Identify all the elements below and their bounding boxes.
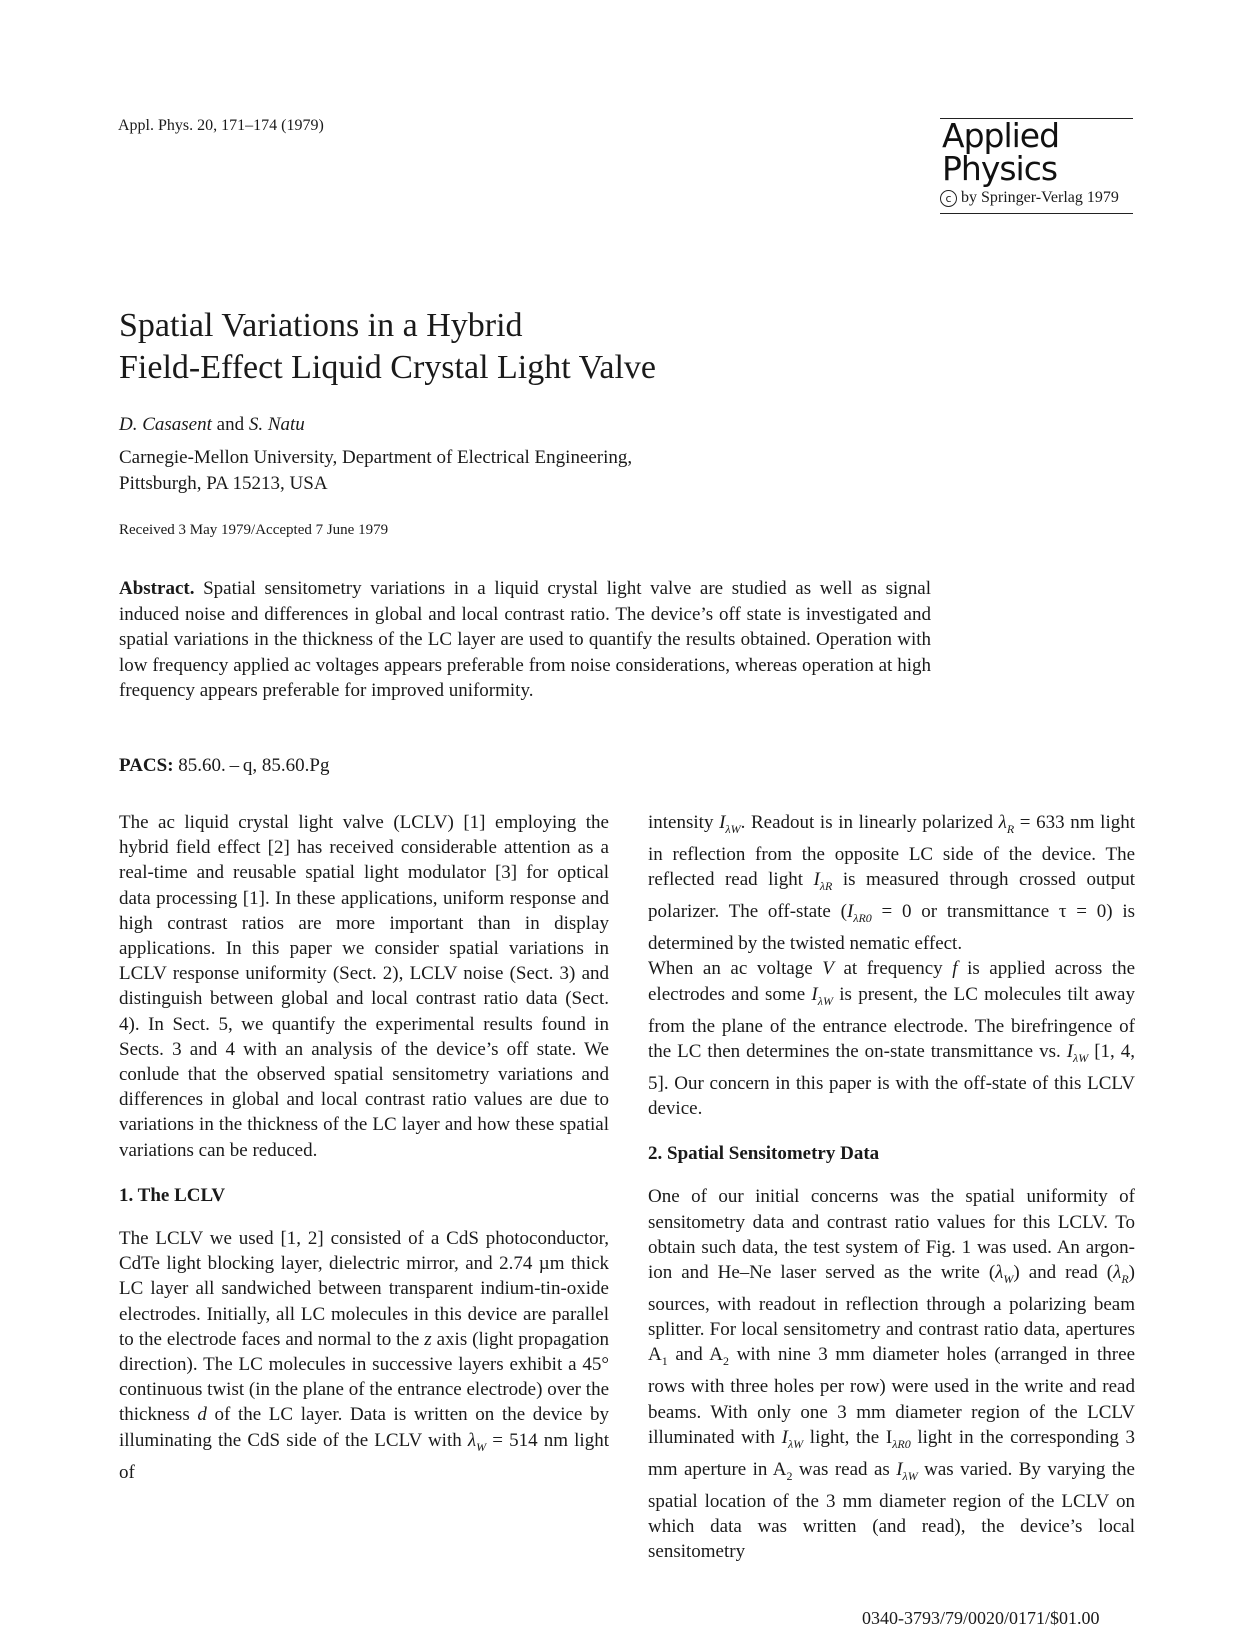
copyright-line — [940, 189, 1133, 207]
affiliation — [119, 445, 819, 497]
right-column — [648, 810, 1135, 1564]
copyright-icon: c — [940, 190, 957, 207]
copyright-text: by Springer-Verlag 1979 — [961, 189, 1119, 206]
affiliation-line-2: Pittsburgh, PA 15213, USA — [119, 473, 328, 494]
abstract-text: Spatial sensitometry variations in a liquid crystal light valve are studied as well as signal induced noise and differences in global and local contrast ratio. The device’s off state is investigated and spatial variations in the thickness of the LC layer are used to quantify the results obtained. Operation with low frequency applied ac voltages appears preferable from noise considerations, whereas operation at high frequency appears preferable for improved uniformity. — [119, 578, 932, 701]
abstract-label: Abstract. — [119, 578, 195, 599]
title-line-2: Field-Effect Liquid Crystal Light Valve — [119, 349, 656, 386]
author-conjunction: and — [216, 414, 245, 435]
abstract — [119, 576, 931, 704]
intro-paragraph: The ac liquid crystal light valve (LCLV) [1] employing the hybrid field effect [2] has received considerable attention as a real-time and reusable spatial light modulator [3] for optical data processing [1]. In these applications, uniform response and high contrast ratios are more important than in display applications. In this paper we consider spatial variations in LCLV response uniformity (Sect. 2), LCLV noise (Sect. 3) and distinguish between global and local contrast ratio data (Sect. 4). In Sect. 5, we quantify the experimental results found in Sects. 3 and 4 with an analysis of the device’s off state. We conlude that the observed spatial sensitometry variations and differences in global and local contrast ratio values are due to variations in the thickness of the LC layer and how these spatial variations can be reduced. — [119, 812, 609, 1161]
section-2-heading: 2. Spatial Sensitometry Data — [648, 1143, 880, 1165]
affiliation-line-1: Carnegie-Mellon University, Department of Electrical Engineering, — [119, 447, 633, 468]
paper-title — [119, 305, 819, 389]
title-line-1: Spatial Variations in a Hybrid — [119, 307, 523, 344]
section-1-heading: 1. The LCLV — [119, 1184, 226, 1206]
section-2-paragraph: One of our initial concerns was the spatial uniformity of sensitometry data and contrast ratio values for this LCLV. To obtain such data, the test system of Fig. 1 was used. An argon-ion and He–Ne laser served as the write $(\lambda_W)$ and read $(\lambda_R)$ sources, with readout in reflection through a polarizing beam splitter. For local sensitometry and contrast ratio data, apertures $A_1$ and $A_2$ with nine 3 mm diameter holes (arranged in three rows with three holes per row) were used in the write and read beams. With only one 3 mm diameter region of the LCLV illuminated with $I_{\lambda W}$ light, the $I_{\lambda R0}$ light in the corresponding 3 mm aperture in $A_2$ was read as $I_{\lambda W}$ was varied. By varying the spatial location of the 3 mm diameter region of the LCLV on which data was written (and read), the device’s local sensitometry — [648, 1186, 1135, 1563]
author-list — [119, 414, 305, 436]
voltage-paragraph: When an ac voltage V at frequency f is applied across the electrodes and some $I_{\lambda W}$ is present, the LC molecules tilt away from the plane of the entrance electrode. The birefringence of the LC then determines the on-state transmittance vs. $I_{\lambda W}$ [1, 4, 5]. Our concern in this paper is with the off-state of this LCLV device. — [648, 958, 1136, 1120]
readout-paragraph: intensity $I_{\lambda W}$. Readout is in linearly polarized $\lambda_R = 633$ nm light in reflection from the opposite LC side of the device. The reflected read light $I_{\lambda R}$ is measured through crossed output polarizer. The off-state ($I_{\lambda R0} = 0$ or transmittance τ = 0) is determined by the twisted nematic effect. — [648, 812, 1135, 955]
journal-citation: Appl. Phys. 20, 171–174 (1979) — [118, 117, 324, 134]
footer-code: 0340-3793/79/0020/0171/$01.00 — [862, 1608, 1100, 1628]
pacs-codes: 85.60. – q, 85.60.Pg — [178, 755, 330, 776]
author-1: D. Casasent — [119, 414, 212, 435]
logo-word-physics: Physics — [942, 149, 1058, 188]
pacs-label: PACS: — [119, 755, 174, 776]
received-dates: Received 3 May 1979/Accepted 7 June 1979 — [119, 522, 389, 538]
section-1-paragraph: The LCLV we used [1, 2] consisted of a CdS photoconductor, CdTe light blocking layer, dielectric mirror, and 2.74 µm thick LC layer all sandwiched between transparent indium-tin-oxide electrodes. Initially, all LC molecules in this device are parallel to the electrode faces and normal to the z axis (light propagation direction). The LC molecules in successive layers exhibit a 45° continuous twist (in the plane of the entrance electrode) over the thickness d of the LC layer. Data is written on the device by illuminating the CdS side of the LCLV with $\lambda_W = 514$ nm light of — [119, 1228, 610, 1483]
logo-bottom-rule — [940, 213, 1133, 214]
author-2: S. Natu — [248, 414, 305, 435]
journal-logo — [940, 118, 1133, 214]
left-column — [119, 810, 609, 1485]
logo-word-applied: Applied — [942, 116, 1060, 155]
pacs-line — [119, 755, 329, 777]
